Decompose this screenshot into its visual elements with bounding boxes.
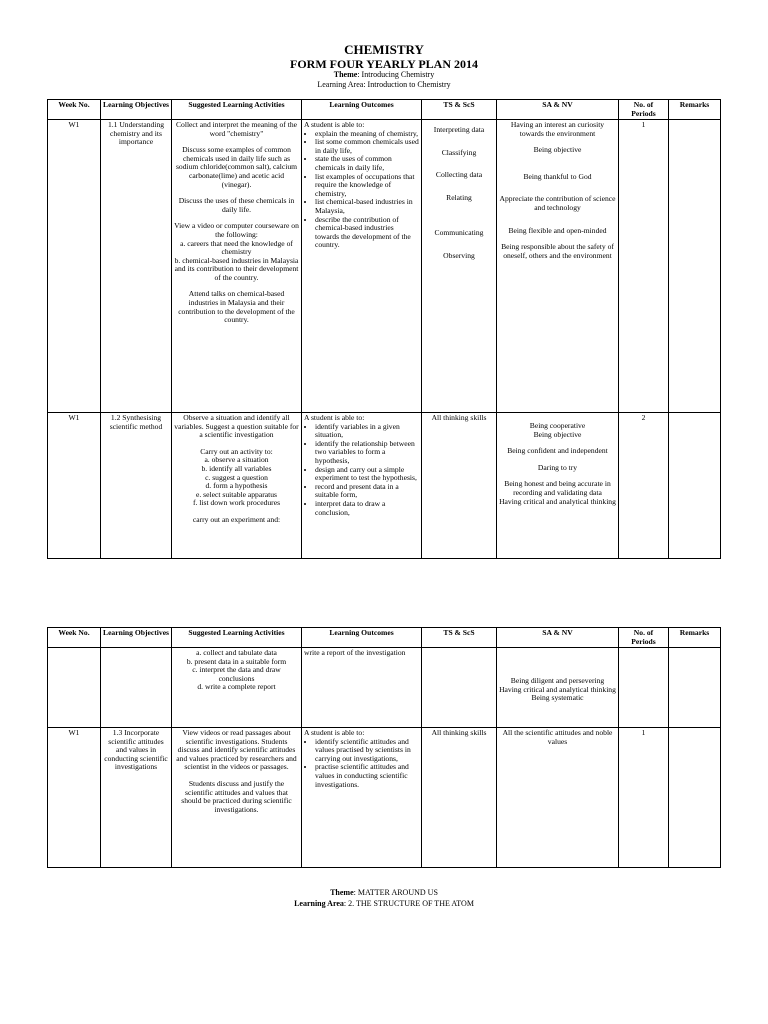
value-text: Having an interest an curiosity towards the environment — [510, 120, 605, 138]
value-text: Being thankful to God — [523, 171, 592, 181]
col-outcomes: Learning Outcomes — [302, 100, 422, 120]
skill-text: Collecting data — [435, 170, 483, 180]
activity-text: Observe a situation and identify all variables. Suggest a question suitable for a scientific investigation — [174, 413, 299, 440]
activity-text: Discuss the uses of these chemicals in daily life. — [178, 196, 295, 214]
skills-cell — [422, 648, 497, 728]
activities-cell — [172, 648, 302, 728]
col-activities: Suggested Learning Activities — [172, 100, 302, 120]
remarks-cell — [669, 728, 721, 868]
value-text: Being flexible and open-minded — [508, 225, 607, 235]
table-row — [48, 648, 721, 728]
skill-text: Classifying — [441, 147, 477, 157]
table-header-row — [48, 100, 721, 120]
value-text: Being objective — [533, 429, 582, 439]
footer-learning-area-line — [0, 899, 768, 908]
col-periods: No. of Periods — [619, 628, 669, 648]
activity-text: Carry out an activity to: — [200, 446, 273, 456]
activity-text: View a video or computer courseware on the following: — [174, 221, 299, 239]
outcomes-cell: write a report of the investigation — [302, 648, 422, 728]
activity-text: b. present data in a suitable form — [186, 656, 287, 666]
footer-learning-area-label: Learning Area — [294, 899, 344, 908]
activity-text: View videos or read passages about scientific investigations. Students discuss and identify scientific attitudes and values practiced by researchers and scientist in the videos or passages. — [176, 728, 297, 772]
col-skills: TS & ScS — [422, 100, 497, 120]
values-cell: All the scientific attitudes and noble values — [497, 728, 619, 868]
objective-cell: 1.2 Synthesising scientific method — [101, 413, 172, 559]
footer-theme-value: : MATTER AROUND US — [353, 888, 438, 897]
periods-cell: 1 — [619, 120, 669, 413]
activity-text: Students discuss and justify the scientific attitudes and values that should be practiced during scientific investigations. — [181, 779, 292, 814]
value-text: Appreciate the contribution of science and technology — [499, 194, 616, 213]
skills-cell — [422, 120, 497, 413]
outcomes-cell — [302, 413, 422, 559]
skill-text: Observing — [443, 251, 475, 261]
list-item: • identify scientific attitudes and values practised by scientists in carrying out investigations, — [315, 738, 419, 764]
footer-learning-area-value: : 2. THE STRUCTURE OF THE ATOM — [343, 899, 474, 908]
activity-text: d. form a hypothesis — [205, 481, 268, 491]
table-header-row — [48, 628, 721, 648]
week-cell: W1 — [48, 120, 101, 413]
list-item: • describe the contribution of chemical-based industries towards the development of the country. — [315, 216, 419, 250]
value-text: Having critical and analytical thinking — [499, 496, 616, 506]
value-text: Daring to try — [537, 462, 578, 472]
week-cell — [48, 648, 101, 728]
col-skills: TS & ScS — [422, 628, 497, 648]
list-item: • list chemical-based industries in Malaysia, — [315, 198, 419, 215]
value-text: Having critical and analytical thinking — [499, 684, 616, 694]
value-text: Being diligent and persevering — [510, 676, 605, 686]
outcomes-list — [304, 423, 419, 517]
outcome-intro: A student is able to: — [304, 120, 365, 130]
list-item: • interpret data to draw a conclusion, — [315, 500, 419, 517]
col-objectives: Learning Objectives — [101, 628, 172, 648]
col-week: Week No. — [48, 100, 101, 120]
col-outcomes: Learning Outcomes — [302, 628, 422, 648]
activities-cell — [172, 120, 302, 413]
value-text: Being responsible about the safety of oneself, others and the environment — [501, 242, 614, 260]
activity-text: c. suggest a question — [205, 472, 268, 482]
theme-line — [0, 70, 768, 79]
yearly-plan-table-2 — [47, 627, 721, 868]
list-item: • list some common chemicals used in daily life, — [315, 138, 419, 155]
outcomes-list — [304, 738, 419, 789]
activities-cell — [172, 728, 302, 868]
value-text: Being confident and independent — [507, 446, 608, 456]
outcomes-cell — [302, 728, 422, 868]
values-cell — [497, 413, 619, 559]
theme-label: Theme — [333, 70, 358, 79]
activities-cell — [172, 413, 302, 559]
table-row — [48, 120, 721, 413]
document-title: CHEMISTRY — [344, 42, 424, 57]
remarks-cell — [669, 413, 721, 559]
col-values: SA & NV — [497, 628, 619, 648]
activity-text: a. careers that need the knowledge of chemistry — [180, 238, 293, 257]
table-row — [48, 413, 721, 559]
footer-theme-label: Theme — [330, 888, 354, 897]
col-week: Week No. — [48, 628, 101, 648]
activity-text: e. select suitable apparatus — [196, 489, 277, 499]
list-item: • design and carry out a simple experiment to test the hypothesis, — [315, 466, 419, 483]
col-remarks: Remarks — [669, 628, 721, 648]
learning-area-value: : Introduction to Chemistry — [363, 80, 451, 89]
col-remarks: Remarks — [669, 100, 721, 120]
learning-area-label: Learning Area — [317, 80, 364, 89]
activity-text: carry out an experiment and: — [192, 514, 281, 524]
periods-cell: 2 — [619, 413, 669, 559]
col-objectives: Learning Objectives — [101, 100, 172, 120]
objective-cell: 1.1 Understanding chemistry and its importance — [101, 120, 172, 413]
yearly-plan-table-1 — [47, 99, 721, 559]
activity-text: Collect and interpret the meaning of the word "chemistry" — [175, 120, 298, 138]
activity-text: b. identify all variables — [201, 464, 272, 474]
skills-cell: All thinking skills — [422, 413, 497, 559]
list-item: • identify the relationship between two variables to form a hypothesis, — [315, 440, 419, 466]
col-values: SA & NV — [497, 100, 619, 120]
outcomes-cell — [302, 120, 422, 413]
col-activities: Suggested Learning Activities — [172, 628, 302, 648]
remarks-cell — [669, 120, 721, 413]
skill-text: Interpreting data — [433, 125, 485, 135]
objective-cell: 1.3 Incorporate scientific attitudes and values in conducting scientific investigations — [101, 728, 172, 868]
activity-text: f. list down work procedures — [192, 498, 281, 508]
footer-theme-line — [0, 888, 768, 897]
learning-area-line — [0, 80, 768, 89]
value-text: Being honest and being accurate in recording and validating data — [504, 479, 611, 498]
list-item: • identify variables in a given situation, — [315, 423, 419, 440]
value-text: Being objective — [533, 145, 582, 155]
periods-cell: 1 — [619, 728, 669, 868]
activity-text: a. collect and tabulate data — [196, 648, 277, 658]
activity-text: a. observe a situation — [204, 455, 269, 465]
activity-text: c. interpret the data and draw conclusions — [192, 665, 281, 683]
skills-cell: All thinking skills — [422, 728, 497, 868]
theme-value: : Introducing Chemistry — [357, 70, 435, 79]
objective-cell — [101, 648, 172, 728]
col-periods: No. of Periods — [619, 100, 669, 120]
value-text: Being cooperative — [529, 421, 586, 431]
values-cell — [497, 648, 619, 728]
outcome-intro: A student is able to: — [304, 728, 365, 738]
list-item: • practise scientific attitudes and values in conducting scientific investigations. — [315, 763, 419, 789]
outcomes-list — [304, 130, 419, 250]
remarks-cell — [669, 648, 721, 728]
activity-text: d. write a complete report — [197, 682, 276, 692]
outcome-intro: A student is able to: — [304, 413, 365, 423]
periods-cell — [619, 648, 669, 728]
activity-text: Discuss some examples of common chemicals used in daily life such as sodium chloride(common salt), calcium carbonate(lime) and acetic acid (vinegar). — [175, 145, 298, 189]
skill-text: Relating — [446, 192, 472, 202]
skill-text: Communicating — [434, 228, 484, 238]
list-item: • record and present data in a suitable form, — [315, 483, 419, 500]
week-cell: W1 — [48, 413, 101, 559]
activity-text: b. chemical-based industries in Malaysia and its contribution to their development of the country. — [174, 255, 299, 282]
week-cell: W1 — [48, 728, 101, 868]
list-item: • state the uses of common chemicals in daily life, — [315, 155, 419, 172]
activity-text: Attend talks on chemical-based industries in Malaysia and their contribution to the development of the country. — [178, 289, 295, 325]
document-subtitle: FORM FOUR YEARLY PLAN 2014 — [290, 57, 478, 71]
list-item: • list examples of occupations that require the knowledge of chemistry, — [315, 173, 419, 199]
list-item: • explain the meaning of chemistry, — [315, 130, 419, 139]
values-cell — [497, 120, 619, 413]
table-row — [48, 728, 721, 868]
value-text: Being systematic — [531, 693, 584, 703]
